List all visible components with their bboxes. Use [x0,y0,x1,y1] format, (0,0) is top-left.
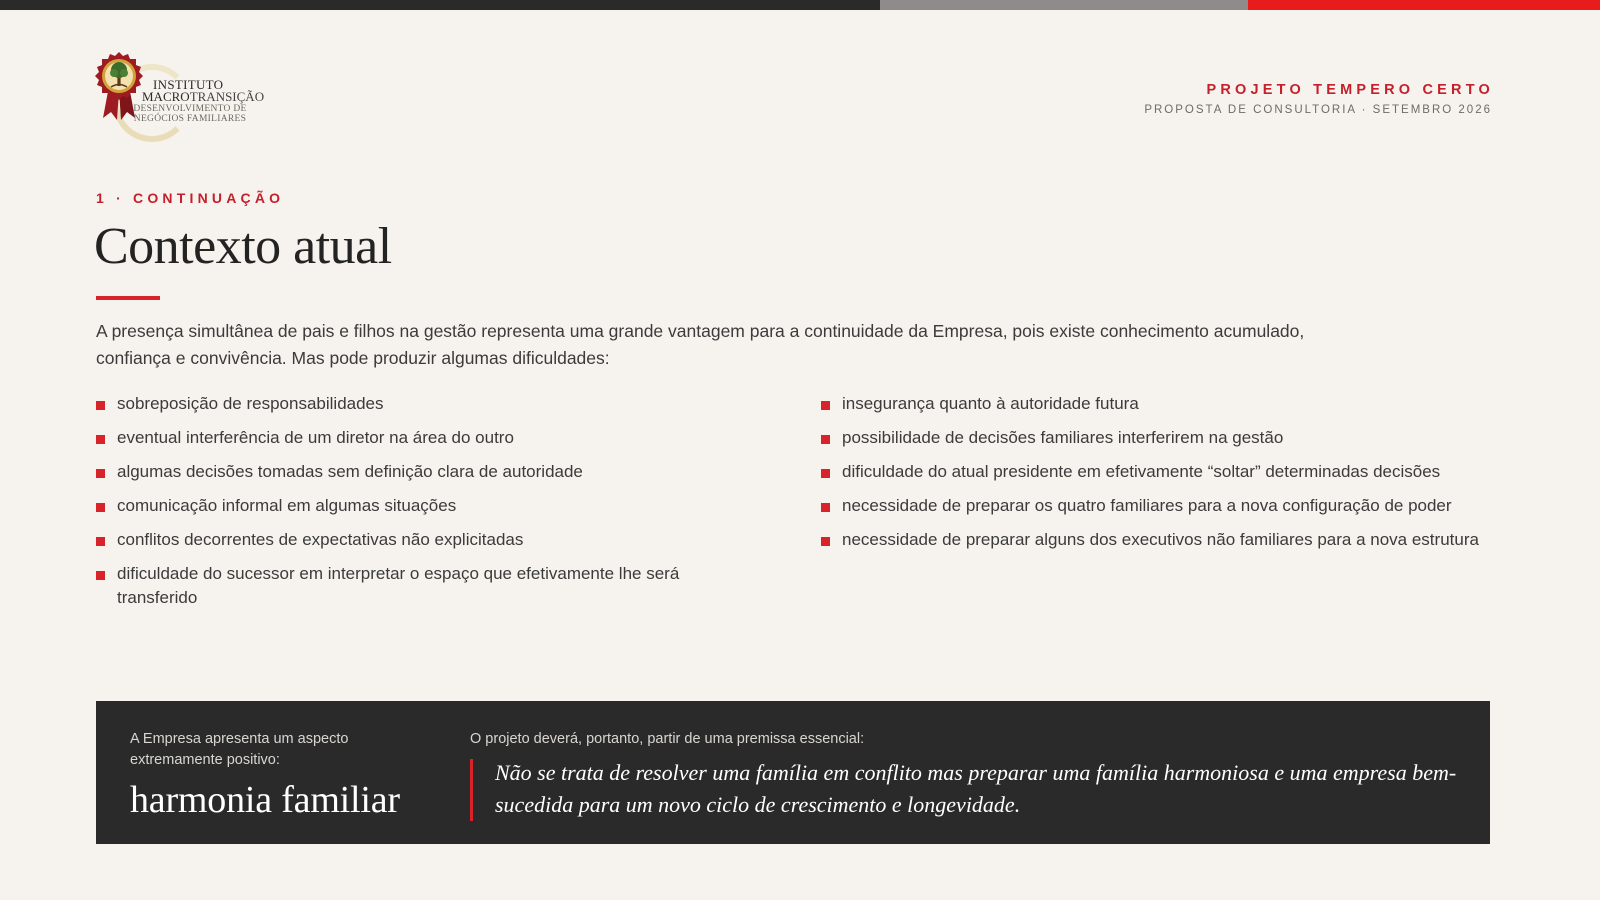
logo-name-line1: INSTITUTO [153,77,224,92]
square-bullet-icon [96,469,105,478]
panel-quote-block [470,757,1470,821]
logo-tagline-line1: DESENVOLVIMENTO DE [133,104,247,114]
header-project-info [1144,82,1494,116]
logo-name-transicao: TRANSIÇÃO [189,89,265,104]
logo-name-line2 [142,90,264,103]
list-item [821,426,1491,450]
square-bullet-icon [821,537,830,546]
panel-positive-intro: A Empresa apresenta um aspecto extremamente positivo: [130,731,349,768]
square-bullet-icon [96,401,105,410]
list-item-text: conflitos decorrentes de expectativas não explicitadas [117,530,524,549]
list-item-text: eventual interferência de um diretor na área do outro [117,428,514,447]
square-bullet-icon [821,469,830,478]
difficulties-list-left [96,392,736,620]
list-item-text: insegurança quanto à autoridade futura [842,394,1139,413]
panel-positive-aspect [130,729,430,821]
intro-paragraph: A presença simultânea de pais e filhos na gestão representa uma grande vantagem para a continuidade da Empresa, pois existe conhecimento acumulado, confiança e convivência. Mas pode produzir algumas dificuldades: [96,321,1305,368]
list-item-text: algumas decisões tomadas sem definição clara de autoridade [117,462,583,481]
list-item [821,392,1491,416]
list-item-text: possibilidade de decisões familiares interferirem na gestão [842,428,1284,447]
square-bullet-icon [821,503,830,512]
panel-premise-label: O projeto deverá, portanto, partir de uma premissa essencial: [470,731,865,747]
list-item [821,460,1491,484]
top-bar-dark-segment [0,0,880,10]
project-subtitle: PROPOSTA DE CONSULTORIA · SETEMBRO 2026 [1144,104,1492,116]
logo-name-macro: MACRO [142,89,190,104]
panel-quote: Não se trata de resolver uma família em conflito mas preparar uma família harmoniosa e uma empresa bem-sucedida para um novo ciclo de crescimento e longevidade. [495,760,1457,817]
quote-accent-bar [470,759,473,821]
square-bullet-icon [96,435,105,444]
square-bullet-icon [96,571,105,580]
square-bullet-icon [96,537,105,546]
summary-panel [96,701,1490,844]
top-bar-red-segment [1248,0,1600,10]
list-item-text: necessidade de preparar os quatro familiares para a nova configuração de poder [842,496,1452,515]
list-item [96,562,736,610]
list-item [96,528,736,552]
section-label: 1 · CONTINUAÇÃO [96,190,285,206]
list-item-text: dificuldade do atual presidente em efetivamente “soltar” determinadas decisões [842,462,1441,481]
logo-tagline-line2: NEGÓCIOS FAMILIARES [133,114,247,124]
list-item-text: sobreposição de responsabilidades [117,394,384,413]
square-bullet-icon [821,401,830,410]
list-item [96,392,736,416]
list-item [821,528,1491,552]
list-item-text: comunicação informal em algumas situações [117,496,457,515]
list-item-text: dificuldade do sucessor em interpretar o espaço que efetivamente lhe será transferido [117,564,680,607]
logo-tagline [131,104,249,124]
list-item [96,494,736,518]
list-item-text: necessidade de preparar alguns dos executivos não familiares para a nova estrutura [842,530,1479,549]
list-item [96,460,736,484]
page-title: Contexto atual [94,218,392,275]
list-item [821,494,1491,518]
top-bar-grey-segment [880,0,1248,10]
panel-highlight: harmonia familiar [130,779,400,821]
square-bullet-icon [96,503,105,512]
project-title: PROJETO TEMPERO CERTO [1206,82,1494,98]
list-item [96,426,736,450]
difficulties-list-right [821,392,1491,562]
title-underline [96,296,160,300]
square-bullet-icon [821,435,830,444]
panel-premise [470,729,1470,821]
institute-logo [95,52,265,144]
top-color-bar [0,0,1600,10]
